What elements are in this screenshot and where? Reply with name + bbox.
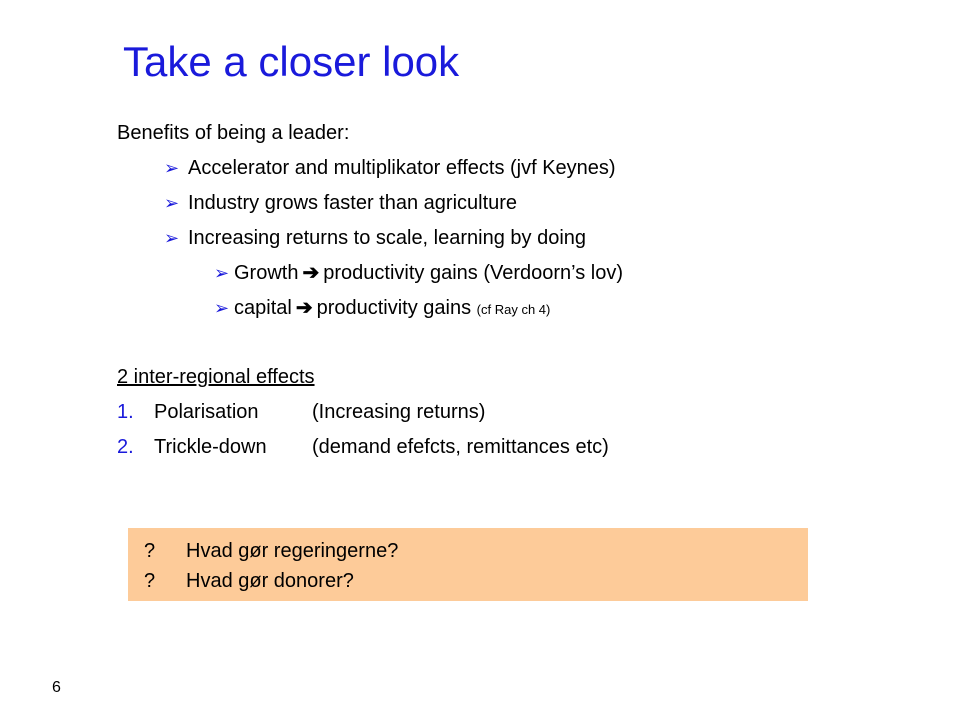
bold-right-arrow-icon: ➔	[302, 262, 320, 284]
bullet-item-1	[164, 155, 616, 181]
effect-desc: (Increasing returns)	[312, 401, 486, 423]
intro-text: Benefits of being a leader:	[117, 122, 350, 144]
bullet-item-2	[164, 190, 517, 216]
callout-text: Hvad gør donorer?	[186, 570, 354, 592]
callout-item-1	[144, 538, 398, 564]
bullet-item-3	[164, 225, 586, 251]
sub-bullet-right: productivity gains	[316, 297, 472, 319]
bullet-text: Increasing returns to scale, learning by doing	[188, 227, 587, 249]
question-callout-box	[128, 528, 808, 601]
bullet-text: Accelerator and multiplikator effects (jvf Keynes)	[188, 157, 616, 179]
slide-title: Take a closer look	[123, 38, 460, 85]
callout-item-2	[144, 568, 354, 594]
effect-item-1	[117, 399, 485, 425]
bold-right-arrow-icon: ➔	[295, 297, 313, 319]
section-heading: 2 inter-regional effects	[117, 366, 315, 388]
sub-bullet-left: Growth	[234, 262, 299, 284]
question-mark: ?	[144, 540, 156, 562]
sub-bullet-item-2	[214, 295, 550, 323]
callout-text: Hvad gør regeringerne?	[186, 540, 399, 562]
effect-name: Trickle-down	[154, 436, 267, 458]
question-mark: ?	[144, 570, 156, 592]
arrow-bullet-icon: ➢	[164, 158, 180, 178]
arrow-bullet-icon: ➢	[164, 228, 180, 248]
bullet-text: Industry grows faster than agriculture	[188, 192, 518, 214]
sub-bullet-left: capital	[234, 297, 292, 319]
page-number: 6	[52, 679, 61, 696]
reference-note: (cf Ray ch 4)	[476, 302, 551, 317]
effect-number: 2.	[117, 436, 134, 458]
effect-item-2	[117, 434, 609, 460]
effect-name: Polarisation	[154, 401, 259, 423]
arrow-bullet-icon: ➢	[214, 298, 230, 318]
arrow-bullet-icon: ➢	[164, 193, 180, 213]
sub-bullet-right: productivity gains (Verdoorn’s lov)	[323, 262, 624, 284]
effect-number: 1.	[117, 401, 134, 423]
effect-desc: (demand efefcts, remittances etc)	[312, 436, 609, 458]
arrow-bullet-icon: ➢	[214, 263, 230, 283]
sub-bullet-item-1	[214, 260, 623, 286]
